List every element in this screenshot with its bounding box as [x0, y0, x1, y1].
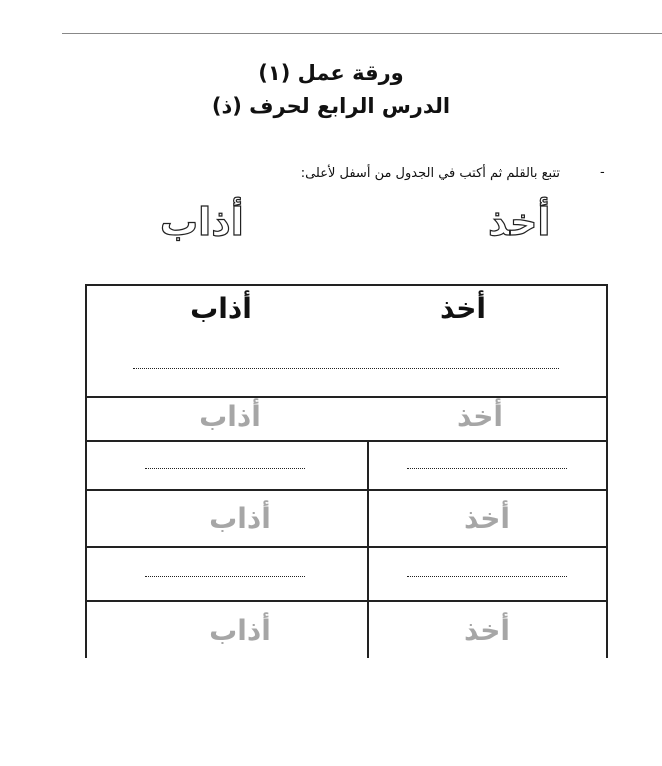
table-row-line [85, 440, 607, 442]
writing-line[interactable] [407, 576, 567, 577]
table-top-border [85, 284, 607, 286]
table-row-line [85, 600, 607, 602]
table-row-line [85, 546, 607, 548]
table-middle-divider [367, 440, 369, 658]
trace-word-left: أذاب [209, 502, 271, 535]
table-left-border [85, 284, 87, 658]
writing-line[interactable] [145, 468, 305, 469]
top-rule [62, 33, 662, 34]
tracing-word-left: أذاب [160, 200, 244, 244]
trace-word-left: أذاب [199, 400, 261, 433]
trace-word-right: أخذ [464, 614, 510, 647]
table-row-line [85, 396, 607, 398]
trace-word-right: أخذ [457, 400, 503, 433]
writing-line[interactable] [407, 468, 567, 469]
tracing-word-right: أخذ [488, 200, 551, 244]
header-word-right: أخذ [440, 292, 486, 325]
trace-word-left: أذاب [209, 614, 271, 647]
worksheet-title: ورقة عمل (١) [258, 61, 404, 85]
writing-line[interactable] [133, 368, 559, 369]
table-row-line [85, 489, 607, 491]
writing-table [85, 284, 607, 658]
instruction-bullet: - [600, 165, 605, 180]
table-right-border [606, 284, 608, 658]
writing-line[interactable] [145, 576, 305, 577]
header-word-left: أذاب [190, 292, 252, 325]
lesson-title: الدرس الرابع لحرف (ذ) [211, 94, 451, 118]
instruction-text: تتبع بالقلم ثم أكتب في الجدول من أسفل لأعلى: [300, 166, 560, 181]
trace-word-right: أخذ [464, 502, 510, 535]
